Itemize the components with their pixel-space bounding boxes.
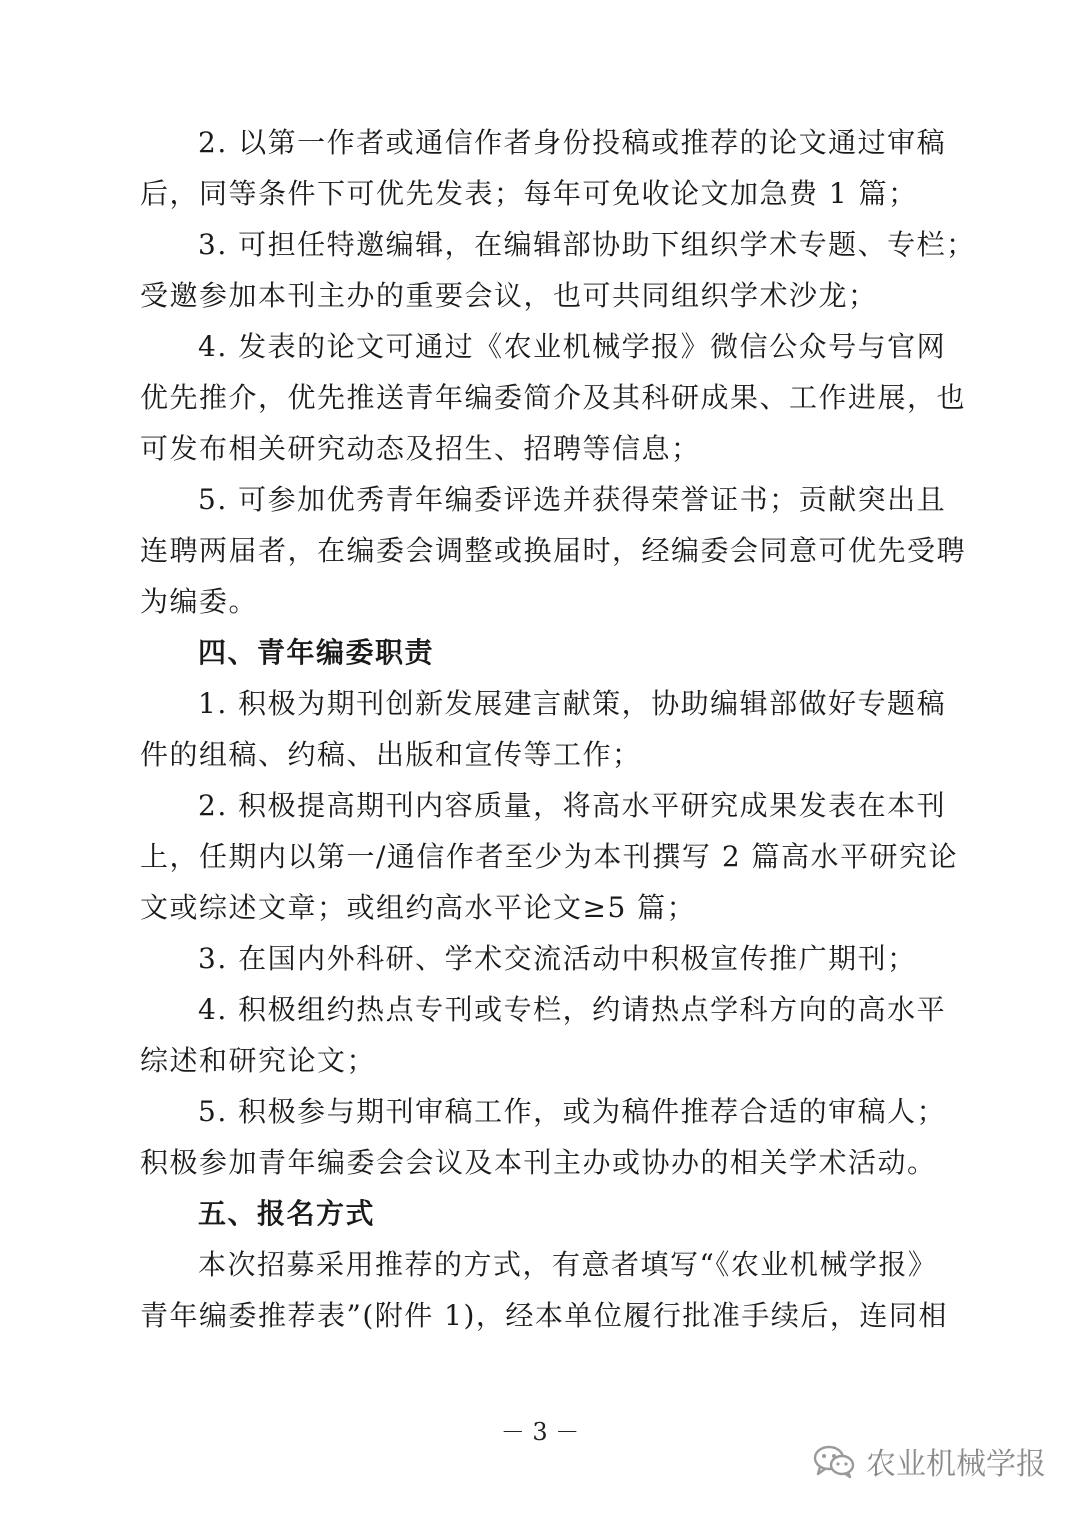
watermark bbox=[812, 1439, 1046, 1483]
section-heading: 四、青年编委职责 bbox=[198, 636, 435, 669]
wechat-icon bbox=[812, 1443, 856, 1479]
text-line: 件的组稿、约稿、出版和宣传等工作； bbox=[140, 738, 642, 771]
watermark-text: 农业机械学报 bbox=[866, 1447, 1046, 1482]
text-line: 文或综述文章；或组约高水平论文≥5 篇； bbox=[140, 891, 697, 924]
text-line: 3. 在国内外科研、学术交流活动中积极宣传推广期刊； bbox=[198, 942, 917, 975]
text-line: 优先推介，优先推送青年编委简介及其科研成果、工作进展，也 bbox=[140, 381, 967, 414]
text-line: 5. 积极参与期刊审稿工作，或为稿件推荐合适的审稿人； bbox=[198, 1095, 947, 1128]
text-line: 3. 可担任特邀编辑，在编辑部协助下组织学术专题、专栏； bbox=[198, 228, 976, 261]
text-line: 5. 可参加优秀青年编委评选并获得荣誉证书；贡献突出且 bbox=[198, 483, 947, 516]
text-line: 2. 以第一作者或通信作者身份投稿或推荐的论文通过审稿 bbox=[198, 126, 947, 159]
text-line: 积极参加青年编委会会议及本刊主办或协办的相关学术活动。 bbox=[140, 1146, 937, 1179]
text-line: 可发布相关研究动态及招生、招聘等信息； bbox=[140, 432, 701, 465]
text-line: 1. 积极为期刊创新发展建言献策，协助编辑部做好专题稿 bbox=[198, 687, 947, 720]
text-line: 青年编委推荐表”(附件 1)，经本单位履行批准手续后，连同相 bbox=[140, 1299, 948, 1332]
text-line: 上，任期内以第一/通信作者至少为本刊撰写 2 篇高水平研究论 bbox=[140, 840, 959, 873]
text-line: 受邀参加本刊主办的重要会议，也可共同组织学术沙龙； bbox=[140, 279, 878, 312]
text-line: 综述和研究论文； bbox=[140, 1044, 377, 1077]
text-line: 后，同等条件下可优先发表；每年可免收论文加急费 1 篇； bbox=[140, 177, 918, 210]
document-body bbox=[140, 117, 976, 1341]
text-line: 为编委。 bbox=[140, 585, 259, 618]
page-number: － 3 － bbox=[500, 1418, 580, 1446]
section-heading: 五、报名方式 bbox=[198, 1197, 376, 1230]
text-line: 4. 积极组约热点专刊或专栏，约请热点学科方向的高水平 bbox=[198, 993, 947, 1026]
text-line: 2. 积极提高期刊内容质量，将高水平研究成果发表在本刊 bbox=[198, 789, 947, 822]
text-line: 连聘两届者，在编委会调整或换届时，经编委会同意可优先受聘 bbox=[140, 534, 967, 567]
text-line: 4. 发表的论文可通过《农业机械学报》微信公众号与官网 bbox=[198, 330, 947, 363]
text-line: 本次招募采用推荐的方式，有意者填写“《农业机械学报》 bbox=[198, 1248, 938, 1281]
